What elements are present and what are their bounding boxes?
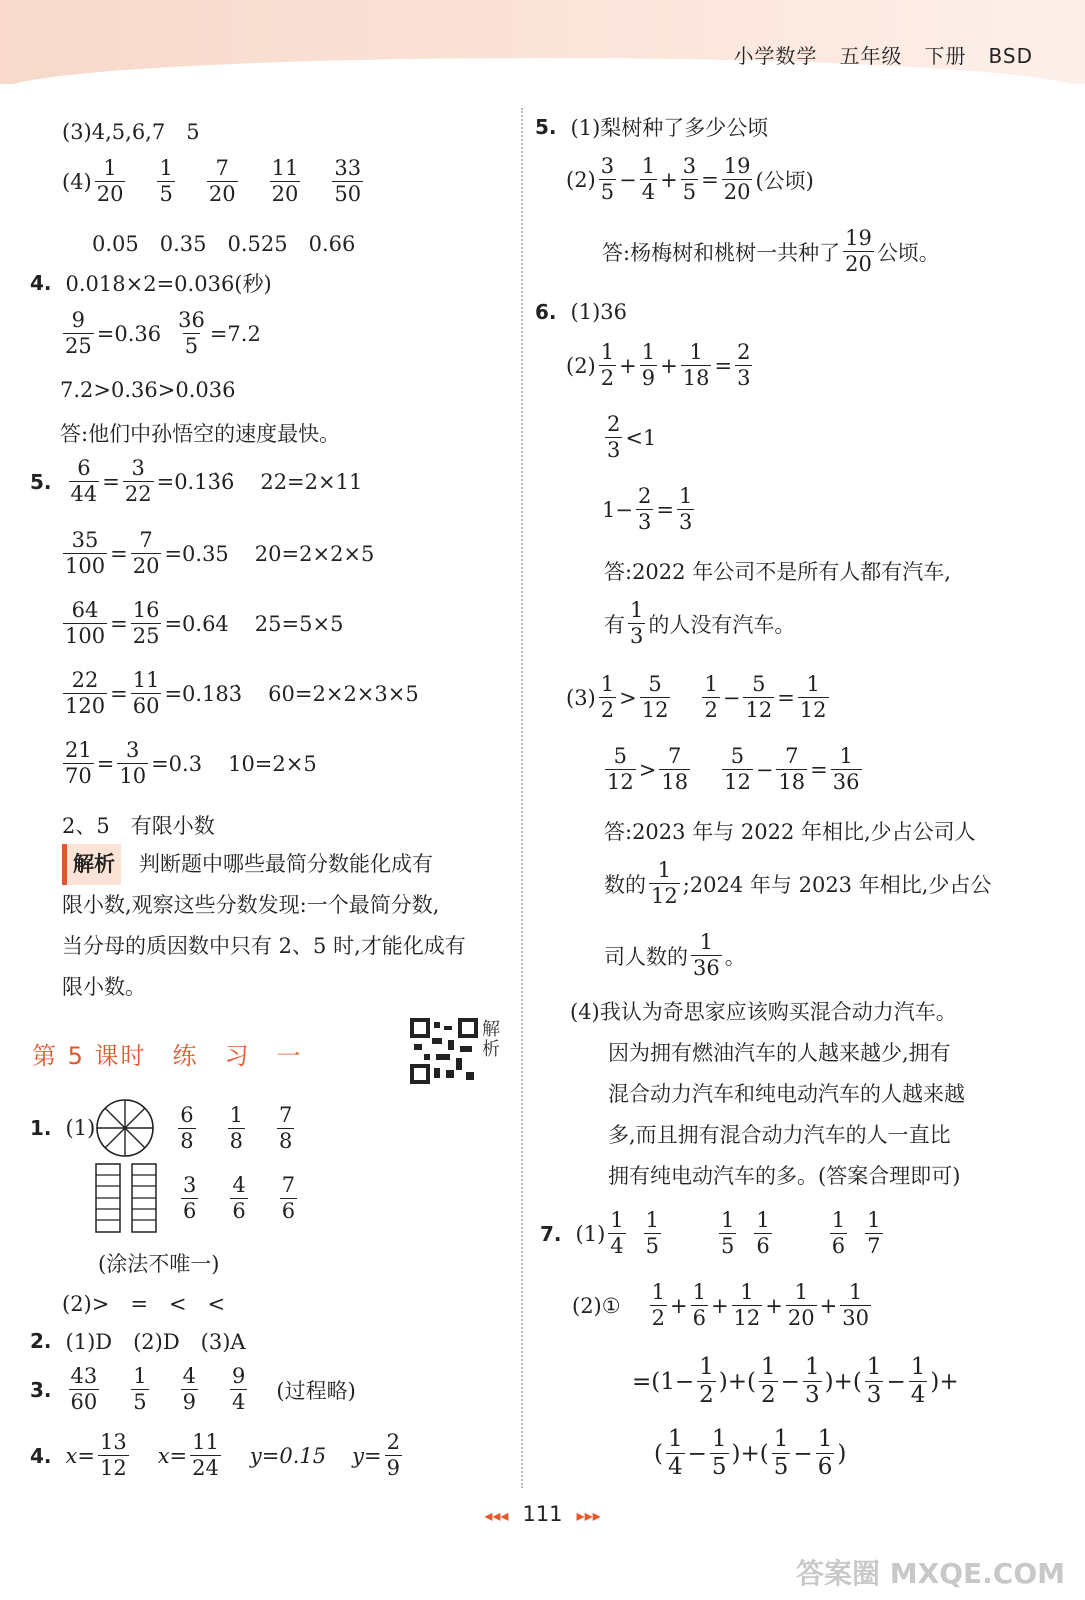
fraction: 4 6 — [232, 1172, 246, 1223]
q5-row4: 22 120 = $\frac{11}{60}$ =0.18 3̇ 60=2×2×3×5 — [65, 668, 419, 718]
fraction: $\frac{19}{20}$ — [723, 154, 751, 204]
header-edition: BSD — [988, 44, 1033, 68]
fraction: 1 5 — [773, 1426, 789, 1480]
analysis-tag: 解析 — [62, 844, 121, 885]
column-divider — [521, 108, 523, 1488]
fraction: 1 5 — [645, 1208, 660, 1258]
fraction: $\frac{1}{36}$ — [832, 744, 860, 794]
fraction: 33 50 — [334, 156, 362, 206]
header-grade: 五年级 — [839, 44, 903, 68]
fraction: 11 20 — [271, 156, 299, 206]
header-subject: 小学数学 — [733, 44, 818, 68]
fraction: 1 5 — [133, 1364, 147, 1414]
r6-line1: 6. (1)36 — [535, 300, 627, 324]
fraction: 5 12 — [641, 672, 669, 722]
q5-row5: 21 70 = $\frac{3}{10}$ =0.3 10=2×5 — [65, 738, 317, 788]
fraction: 1 6 — [817, 1426, 833, 1480]
fraction: 1 2 — [651, 1280, 665, 1330]
fraction: 1 4 — [610, 1208, 624, 1258]
fraction: 9 4 — [232, 1364, 246, 1414]
fraction: 1 3 — [630, 598, 644, 648]
r7-line2: (2)① 1 2 + $\frac{1}{6}$ + $\frac{1}{12}$ + $\frac{1}{20}$ + $\frac{1}{30}$ — [572, 1280, 869, 1330]
fraction: 1 5 — [721, 1208, 735, 1258]
fraction: 1 4 — [910, 1354, 926, 1408]
fraction: $\frac{1}{12}$ — [799, 672, 827, 722]
header-volume: 下册 — [924, 44, 967, 68]
fraction: 1 2 — [761, 1354, 776, 1408]
fraction: 5 12 — [607, 744, 634, 794]
next-arrows-icon[interactable]: ▸▸▸ — [576, 1506, 601, 1525]
q4-line3: 7.2>0.36>0.036 — [60, 378, 236, 402]
page-footer — [0, 1502, 1085, 1526]
r6-part3-answer3: 司人数的 1 36 。 — [604, 930, 746, 980]
fraction: 1 2 — [600, 340, 615, 390]
r6-line2: (2) 1 2 + $\frac{1}{9}$ + $\frac{1}{18}$ = $\frac{2}{3}$ — [566, 340, 751, 390]
section-title: 第 5 课时 练 习 一 — [32, 1042, 303, 1070]
fraction: 7 6 — [281, 1172, 296, 1223]
bar-diagram — [94, 1162, 160, 1234]
fraction: $\frac{2}{3}$ — [737, 340, 751, 390]
fraction: 3 5 — [600, 154, 615, 204]
fraction: 35 100 — [65, 528, 106, 578]
fraction: 5 12 — [724, 744, 751, 794]
r5-line2: (2) 3 5 − $\frac{1}{4}$ + $\frac{3}{5}$ = $\frac{19}{20}$ (公顷) — [566, 154, 814, 204]
fraction: $\frac{5}{12}$ — [745, 672, 773, 722]
fraction: 1 7 — [867, 1208, 881, 1258]
r5-answer: 答:杨梅树和桃树一共种了 19 20 公顷。 — [602, 226, 940, 276]
fraction: 1 36 — [693, 930, 720, 980]
prev-arrows-icon[interactable]: ◂◂◂ — [484, 1506, 509, 1525]
fraction: $\frac{11}{60}$ — [132, 668, 160, 718]
fraction: 7 8 — [279, 1102, 293, 1153]
fraction: $\frac{1}{18}$ — [682, 340, 710, 390]
analysis-block: 解析 判断题中哪些最简分数能化成有 限小数,观察这些分数发现:一个最简分数, 当分母的质因数中只有 2、5 时,才能化成有 限小数。 — [62, 844, 512, 1008]
qr-label: 解析 — [482, 1019, 500, 1060]
fraction: 4 9 — [182, 1364, 196, 1414]
qr-code-icon[interactable] — [410, 1018, 478, 1084]
pie-diagram — [95, 1098, 155, 1158]
fraction: 1 3 — [804, 1354, 820, 1408]
left-line-4: (4) 1 20 1 5 7 20 11 20 33 50 — [62, 156, 362, 206]
fraction: $\frac{1}{3}$ — [678, 484, 693, 534]
r6-part3-row2: 5 12 > 7 18 5 12 − $\frac{7}{18}$ = $\frac{1}{36}$ — [607, 744, 860, 794]
fraction: 2 3 — [607, 412, 621, 462]
p4: 4. x= $\frac{13}{12}$ x= $\frac{11}{24}$ y=0.15 y= $\frac{2}{9}$ — [30, 1430, 400, 1480]
fraction: $\frac{1}{2}$ — [699, 1354, 714, 1408]
r5-line1: 5. (1)梨树种了多少公顷 — [535, 115, 769, 140]
fraction: 1 12 — [651, 858, 678, 908]
fraction: 1 20 — [96, 156, 124, 206]
fraction: 1 3 — [866, 1354, 882, 1408]
fraction: 1 2 — [600, 672, 615, 722]
fraction: $\frac{2}{9}$ — [386, 1430, 400, 1480]
fraction: $\frac{13}{12}$ — [99, 1430, 127, 1480]
fraction: 7 18 — [661, 744, 689, 794]
fraction: 3 6 — [183, 1172, 197, 1223]
q4-answer: 答:他们中孙悟空的速度最快。 — [60, 422, 341, 446]
fraction: 19 20 — [845, 226, 872, 276]
p2: 2. (1)D (2)D (3)A — [30, 1329, 246, 1354]
r6-answer1: 答:2022 年公司不是所有人都有汽车, — [604, 560, 951, 584]
page-number: 111 — [522, 1502, 563, 1526]
fraction: 1 4 — [667, 1426, 683, 1480]
q4-line1: 4. 0.018×2=0.036(秒) — [30, 271, 272, 296]
fraction: $\frac{9}{25}$ — [65, 308, 92, 358]
p1-row1: 1. (1) 6 8 1 8 7 8 — [30, 1098, 297, 1158]
fraction: 43 60 — [70, 1364, 98, 1414]
left-decimals: 0.05 0.35 0.525 0.66 — [92, 232, 356, 256]
header-info — [712, 40, 1033, 69]
fraction: 1 8 — [229, 1102, 244, 1153]
p1-row2 — [94, 1162, 300, 1234]
fraction: 7 20 — [208, 156, 236, 206]
fraction: 1 2 — [704, 672, 718, 722]
r6-part4: (4)我认为奇思家应该购买混合动力汽车。 因为拥有燃油汽车的人越来越少,拥有 混合动力汽车和纯电动汽车的人越来越 多,而且拥有混合动力汽车的人一直比 拥有纯电动汽车的多。(答案合理即可) — [570, 1000, 965, 1188]
fraction: $\frac{1}{20}$ — [787, 1280, 815, 1330]
fraction: $\frac{1}{9}$ — [641, 340, 656, 390]
r6-line3: 2 3 <1 — [607, 412, 657, 462]
fraction: $\frac{7}{20}$ — [132, 528, 160, 578]
r6-line4: 1− $\frac{2}{3}$ = $\frac{1}{3}$ — [602, 484, 693, 534]
fraction: 1 5 — [159, 156, 173, 206]
q5-row3: 64 100 = $\frac{16}{25}$ =0.64 25=5×5 — [65, 598, 344, 648]
fraction: 21 70 — [65, 738, 92, 788]
r7-line3: =(1− $\frac{1}{2}$ )+( 1 2 − 1 3 )+( 1 3 − 1 4 )+ — [632, 1354, 959, 1408]
fraction: $\frac{16}{25}$ — [132, 598, 160, 648]
r7-line4: ( 1 4 − 1 5 )+( 1 5 − 1 6 ) — [654, 1426, 847, 1480]
fraction: 6 8 — [180, 1102, 194, 1153]
fraction: 64 100 — [65, 598, 106, 648]
fraction: 6 44 — [70, 456, 98, 506]
fraction: 1 6 — [756, 1208, 770, 1258]
fraction: $\frac{3}{10}$ — [119, 738, 147, 788]
left-line-3: (3)4,5,6,7 5 — [62, 120, 200, 144]
q5-row1: 5. 6 44 = $\frac{3}{22}$ =0.1 3̇6̇ 22=2×11 — [30, 456, 363, 506]
r6-part3-answer2: 数的 1 12 ;2024 年与 2023 年相比,少占公 — [604, 858, 992, 908]
q5-row2: 35 100 = $\frac{7}{20}$ =0.35 20=2×2×5 — [65, 528, 375, 578]
fraction: $\frac{3}{22}$ — [124, 456, 152, 506]
r7-line1: 7. (1) 1 4 1 5 1 5 1 6 1 6 1 7 — [540, 1208, 881, 1258]
fraction: $\frac{2}{3}$ — [637, 484, 652, 534]
p1-note: (涂法不唯一) — [98, 1252, 220, 1276]
fraction: $\frac{1}{30}$ — [842, 1280, 869, 1330]
p3: 3. 43 60 1 5 4 9 9 4 (过程略) — [30, 1364, 356, 1414]
r6-part3-row1: (3) 1 2 > 5 12 1 2 − $\frac{5}{12}$ = $\frac{1}{12}$ — [566, 672, 827, 722]
r6-part3-answer1: 答:2023 年与 2022 年相比,少占公司人 — [604, 820, 976, 844]
fraction: $\frac{1}{12}$ — [733, 1280, 761, 1330]
r6-answer2: 有 1 3 的人没有汽车。 — [604, 598, 796, 648]
fraction: $\frac{7}{18}$ — [778, 744, 806, 794]
fraction: 1 6 — [831, 1208, 846, 1258]
q5-conclusion: 2、5 有限小数 — [62, 814, 215, 838]
fraction: $\frac{1}{4}$ — [641, 154, 656, 204]
fraction: $\frac{11}{24}$ — [192, 1430, 219, 1480]
q4-line2: $\frac{9}{25}$ =0.36 $\frac{36}{5}$ =7.2 — [65, 308, 261, 358]
p1-part2: (2)> = < < — [62, 1292, 226, 1316]
fraction: 1 5 — [711, 1426, 727, 1480]
watermark: 答案圈 MXQE.COM — [796, 1557, 1065, 1590]
fraction: $\frac{3}{5}$ — [682, 154, 697, 204]
fraction: $\frac{36}{5}$ — [178, 308, 205, 358]
fraction: 22 120 — [65, 668, 106, 718]
fraction: $\frac{1}{6}$ — [692, 1280, 706, 1330]
